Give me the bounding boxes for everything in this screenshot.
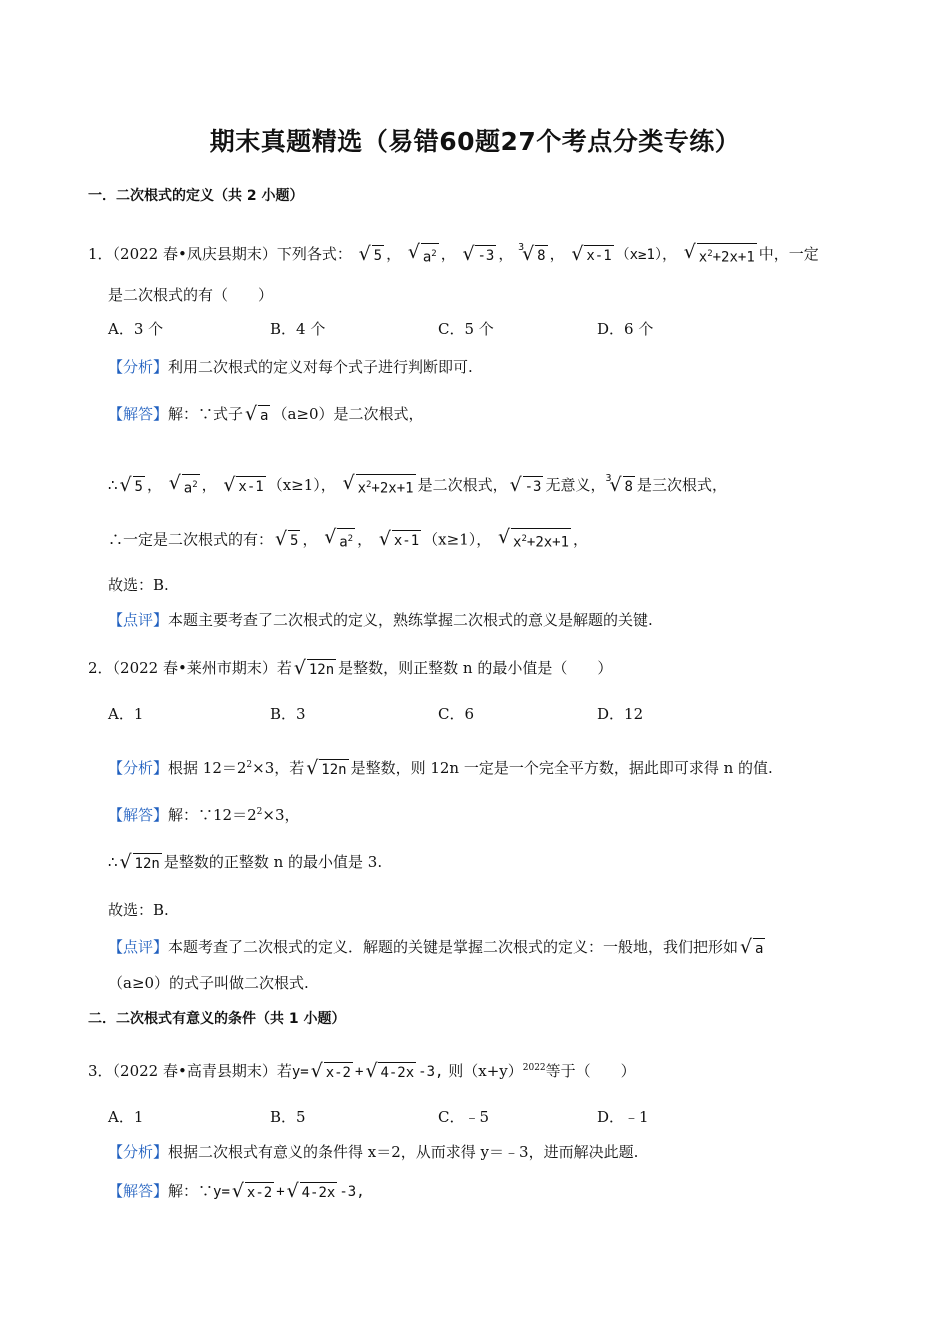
option-a: A．1 xyxy=(108,705,144,723)
q3-analysis: 【分析】根据二次根式有意义的条件得 x＝2，从而求得 y＝﹣3，进而解决此题. xyxy=(108,1143,639,1161)
option-c: C．6 xyxy=(438,705,475,723)
radical: √ a xyxy=(245,405,270,426)
option-d: D．﹣1 xyxy=(597,1108,649,1126)
q2-choice: 故选：B. xyxy=(108,901,169,919)
radical: √ $a^2$ xyxy=(408,243,439,268)
radical: √ 12n xyxy=(294,659,336,680)
option-c: C．﹣5 xyxy=(438,1108,490,1126)
option-c: C．5 个 xyxy=(438,320,494,338)
q2-review: 【点评】本题考查了二次根式的定义．解题的关键是掌握二次根式的定义：一般地，我们把形如√ a xyxy=(108,936,767,959)
q1-analysis: 【分析】利用二次根式的定义对每个式子进行判断即可. xyxy=(108,358,473,376)
q1-choice: 故选：B. xyxy=(108,576,169,594)
q2-analysis: 【分析】根据 $12=2^2\times 3$，若√ 12n 是整数，则 12n 一定是一个完全平方数，据此即可求得 n 的值. xyxy=(108,754,773,780)
question-2-stem: 2．（2022 春•莱州市期末）若√ 12n 是整数，则正整数 n 的最小值是（ ） xyxy=(88,657,612,680)
question-1-line2: 是二次根式的有（ ） xyxy=(108,286,274,304)
section-heading-2: 二．二次根式有意义的条件（共 1 小题） xyxy=(88,1011,346,1027)
q2-answer: 【解答】解：$\because 12=2^2\times 3$， xyxy=(108,806,300,824)
option-b: B．5 xyxy=(270,1108,306,1126)
option-d: D．6 个 xyxy=(597,320,654,338)
radical: √ $x^2+2x+1$ xyxy=(684,243,757,268)
radical: √ x-1 xyxy=(571,245,613,266)
page-title: 期末真题精选（易错60题27个考点分类专练） xyxy=(209,127,741,156)
question-1-stem: 1．（2022 春•凤庆县期末）下列各式： √ 5 ， √ $a^2$ ， √ -3 ， $^3$√ 8 ， √ x-1 （x≥1）， √ $x^2+2x+1$ 中，一定 xyxy=(88,237,819,267)
option-b: B．4 个 xyxy=(270,320,326,338)
radical: √ 5 xyxy=(359,245,384,266)
q1-review: 【点评】本题主要考查了二次根式的定义，熟练掌握二次根式的意义是解题的关键. xyxy=(108,611,653,629)
q3-answer: 【解答】解：∵y=√ x-2 +√ 4-2x -3, xyxy=(108,1180,365,1203)
q1-answer: 【解答】解：∵式子√ a （a≥0）是二次根式， xyxy=(108,403,424,426)
question-number: 1． xyxy=(88,245,113,263)
q2-review-line2: （a≥0）的式子叫做二次根式. xyxy=(108,974,309,992)
option-b: B．3 xyxy=(270,705,306,723)
q1-answer-line3: ∴一定是二次根式的有：√ 5 ， √ $a^2$ ， √ x-1 （x≥1）， √ $x^2+2x+1$ ， xyxy=(108,528,588,553)
option-a: A．3 个 xyxy=(108,320,164,338)
question-source: （2022 春•凤庆县期末）下列各式： xyxy=(112,245,352,263)
section-heading-1: 一．二次根式的定义（共 2 小题） xyxy=(88,188,304,204)
cube-root: √ 8 xyxy=(522,245,547,266)
q1-answer-line2: ∴√ 5 ， √ $a^2$ ， √ x-1 （x≥1）， √ $x^2+2x+1$ 是二次根式，√ -3 无意义，$^3$√ 8 是三次根式， xyxy=(108,468,727,498)
radical: √ -3 xyxy=(462,245,496,266)
option-d: D．12 xyxy=(597,705,644,723)
option-a: A．1 xyxy=(108,1108,144,1126)
question-3-stem: 3．（2022 春•高青县期末）若y=√ x-2 +√ 4-2x -3, 则$(x+y)^{2022}$等于（ ） xyxy=(88,1057,636,1083)
q2-answer-line2: ∴√ 12n 是整数的正整数 n 的最小值是 3. xyxy=(108,851,382,874)
